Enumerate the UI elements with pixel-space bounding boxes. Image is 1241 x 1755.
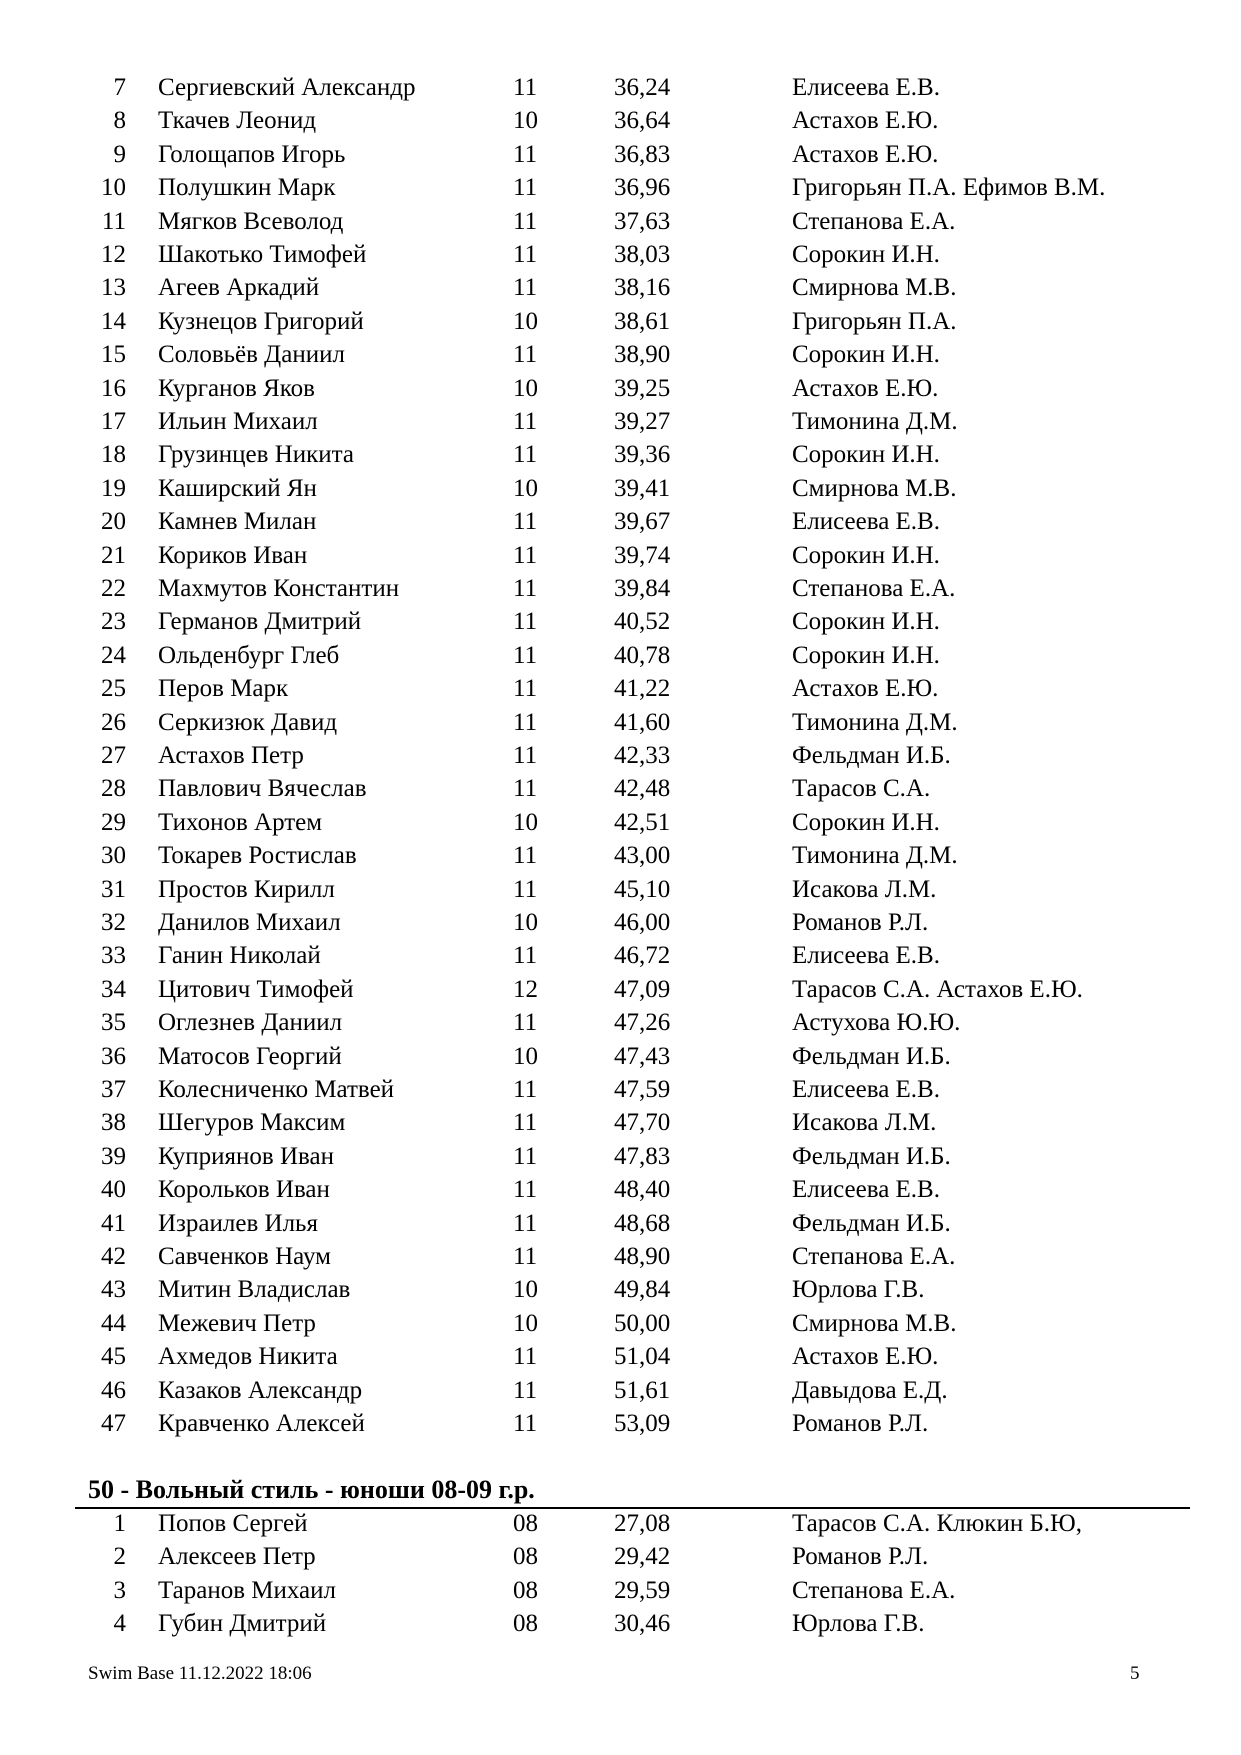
birth-year: 11 bbox=[513, 508, 538, 536]
result-time: 48,90 bbox=[614, 1243, 671, 1270]
birth-year: 11 bbox=[513, 140, 538, 168]
swimmer-name: Губин Дмитрий bbox=[158, 1610, 327, 1638]
coach-name: Григорьян П.А. Ефимов В.М. bbox=[792, 174, 1106, 202]
coach-name: Тимонина Д.М. bbox=[792, 842, 958, 870]
birth-year: 10 bbox=[513, 1042, 538, 1070]
result-row bbox=[0, 706, 1241, 740]
coach-name: Сорокин И.Н. bbox=[792, 541, 940, 569]
result-time: 39,84 bbox=[614, 575, 671, 602]
birth-year: 10 bbox=[513, 808, 538, 836]
result-row bbox=[0, 939, 1241, 973]
result-time: 41,22 bbox=[614, 675, 671, 703]
swimmer-name: Камнев Милан bbox=[158, 508, 317, 536]
swimmer-name: Савченков Наум bbox=[158, 1243, 331, 1270]
result-place: 45 bbox=[101, 1343, 126, 1371]
swimmer-name: Ильин Михаил bbox=[158, 408, 318, 435]
result-row bbox=[0, 238, 1241, 272]
coach-name: Исакова Л.М. bbox=[792, 875, 937, 903]
swimmer-name: Ткачев Леонид bbox=[158, 107, 317, 135]
birth-year: 11 bbox=[513, 708, 538, 736]
swimmer-name: Мягков Всеволод bbox=[158, 207, 344, 235]
result-place: 13 bbox=[101, 274, 126, 302]
birth-year: 11 bbox=[513, 74, 538, 101]
swimmer-name: Павлович Вячеслав bbox=[158, 775, 367, 803]
coach-name: Смирнова М.В. bbox=[792, 474, 957, 502]
coach-name: Астахов Е.Ю. bbox=[792, 140, 939, 168]
birth-year: 11 bbox=[513, 241, 538, 268]
result-place: 21 bbox=[101, 541, 126, 569]
birth-year: 10 bbox=[513, 374, 538, 402]
birth-year: 11 bbox=[513, 274, 538, 302]
coach-name: Астахов Е.Ю. bbox=[792, 374, 939, 402]
result-row bbox=[0, 672, 1241, 706]
swimmer-name: Цитович Тимофей bbox=[158, 975, 354, 1003]
result-row bbox=[0, 1073, 1241, 1107]
result-time: 39,25 bbox=[614, 374, 671, 402]
birth-year: 11 bbox=[513, 1376, 538, 1404]
swimmer-name: Алексеев Петр bbox=[158, 1543, 316, 1571]
result-row bbox=[0, 539, 1241, 573]
swimmer-name: Казаков Александр bbox=[158, 1376, 363, 1404]
swimmer-name: Ольденбург Глеб bbox=[158, 641, 340, 669]
coach-name: Астахов Е.Ю. bbox=[792, 1343, 939, 1371]
result-place: 11 bbox=[101, 207, 126, 235]
result-place: 38 bbox=[101, 1109, 126, 1137]
result-place: 12 bbox=[101, 241, 126, 268]
result-row bbox=[0, 1273, 1241, 1307]
birth-year: 10 bbox=[513, 1309, 538, 1337]
birth-year: 11 bbox=[513, 1109, 538, 1137]
coach-name: Сорокин И.Н. bbox=[792, 808, 940, 836]
birth-year: 11 bbox=[513, 1410, 538, 1437]
result-time: 47,70 bbox=[614, 1109, 671, 1137]
swimmer-name: Израилев Илья bbox=[158, 1209, 318, 1237]
result-place: 2 bbox=[113, 1543, 126, 1571]
result-place: 7 bbox=[113, 74, 126, 101]
birth-year: 11 bbox=[513, 207, 538, 235]
coach-name: Романов Р.Л. bbox=[792, 909, 929, 936]
result-time: 50,00 bbox=[614, 1309, 671, 1337]
result-place: 23 bbox=[101, 608, 126, 636]
swimmer-name: Корольков Иван bbox=[158, 1176, 330, 1204]
result-time: 51,04 bbox=[614, 1343, 671, 1371]
result-row bbox=[0, 405, 1241, 439]
coach-name: Степанова Е.А. bbox=[792, 575, 956, 602]
birth-year: 11 bbox=[513, 1142, 538, 1170]
swimmer-name: Кузнецов Григорий bbox=[158, 307, 364, 335]
result-time: 37,63 bbox=[614, 207, 671, 235]
birth-year: 11 bbox=[513, 1209, 538, 1237]
result-time: 38,90 bbox=[614, 341, 671, 369]
coach-name: Елисеева Е.В. bbox=[792, 1176, 940, 1204]
result-place: 16 bbox=[101, 374, 126, 402]
result-time: 39,27 bbox=[614, 408, 671, 435]
result-row bbox=[0, 1040, 1241, 1074]
swimmer-name: Серкизюк Давид bbox=[158, 708, 338, 736]
result-place: 41 bbox=[101, 1209, 126, 1237]
birth-year: 11 bbox=[513, 775, 538, 803]
result-time: 53,09 bbox=[614, 1410, 671, 1437]
result-row bbox=[0, 1340, 1241, 1374]
result-place: 31 bbox=[101, 875, 126, 903]
result-time: 42,48 bbox=[614, 775, 671, 803]
coach-name: Фельдман И.Б. bbox=[792, 742, 951, 769]
section-title: 50 - Вольный стиль - юноши 08-09 г.р. bbox=[88, 1475, 535, 1504]
birth-year: 11 bbox=[513, 341, 538, 369]
birth-year: 08 bbox=[513, 1610, 538, 1638]
birth-year: 11 bbox=[513, 1243, 538, 1270]
coach-name: Тимонина Д.М. bbox=[792, 708, 958, 736]
result-row bbox=[0, 1540, 1241, 1574]
result-place: 43 bbox=[101, 1276, 126, 1304]
swimmer-name: Кравченко Алексей bbox=[158, 1410, 365, 1437]
result-place: 35 bbox=[101, 1009, 126, 1037]
birth-year: 10 bbox=[513, 307, 538, 335]
swimmer-name: Данилов Михаил bbox=[158, 909, 341, 936]
birth-year: 10 bbox=[513, 107, 538, 135]
coach-name: Тимонина Д.М. bbox=[792, 408, 958, 435]
result-row bbox=[0, 772, 1241, 806]
result-place: 33 bbox=[101, 942, 126, 970]
result-place: 37 bbox=[101, 1076, 126, 1103]
result-time: 40,78 bbox=[614, 641, 671, 669]
result-row bbox=[0, 572, 1241, 606]
coach-name: Фельдман И.Б. bbox=[792, 1209, 951, 1237]
result-time: 36,96 bbox=[614, 174, 671, 202]
swimmer-name: Соловьёв Даниил bbox=[158, 341, 345, 369]
swimmer-name: Германов Дмитрий bbox=[158, 608, 362, 636]
result-place: 14 bbox=[101, 307, 126, 335]
result-place: 9 bbox=[113, 140, 126, 168]
swimmer-name: Матосов Георгий bbox=[158, 1042, 342, 1070]
swimmer-name: Оглезнев Даниил bbox=[158, 1009, 343, 1037]
result-row bbox=[0, 1607, 1241, 1641]
result-time: 30,46 bbox=[614, 1610, 671, 1638]
result-row bbox=[0, 71, 1241, 105]
result-time: 47,83 bbox=[614, 1142, 671, 1170]
coach-name: Романов Р.Л. bbox=[792, 1543, 929, 1571]
birth-year: 11 bbox=[513, 174, 538, 202]
birth-year: 11 bbox=[513, 1009, 538, 1037]
coach-name: Тарасов С.А. Клюкин Б.Ю, bbox=[792, 1510, 1083, 1537]
result-place: 3 bbox=[113, 1576, 126, 1604]
swimmer-name: Митин Владислав bbox=[158, 1276, 351, 1304]
result-time: 42,51 bbox=[614, 808, 671, 836]
result-row bbox=[0, 1407, 1241, 1441]
birth-year: 11 bbox=[513, 441, 538, 469]
result-row bbox=[0, 338, 1241, 372]
result-place: 32 bbox=[101, 909, 126, 936]
coach-name: Тарасов С.А. bbox=[792, 775, 931, 803]
swimmer-name: Колесниченко Матвей bbox=[158, 1076, 395, 1103]
result-time: 43,00 bbox=[614, 842, 671, 870]
coach-name: Степанова Е.А. bbox=[792, 207, 956, 235]
result-time: 46,00 bbox=[614, 909, 671, 936]
swimmer-name: Таранов Михаил bbox=[158, 1576, 337, 1604]
birth-year: 11 bbox=[513, 875, 538, 903]
birth-year: 11 bbox=[513, 1176, 538, 1204]
result-row bbox=[0, 1207, 1241, 1241]
birth-year: 10 bbox=[513, 909, 538, 936]
result-time: 47,43 bbox=[614, 1042, 671, 1070]
result-place: 15 bbox=[101, 341, 126, 369]
result-time: 42,33 bbox=[614, 742, 671, 769]
result-place: 47 bbox=[101, 1410, 126, 1437]
coach-name: Сорокин И.Н. bbox=[792, 341, 940, 369]
result-place: 24 bbox=[101, 641, 126, 669]
result-place: 26 bbox=[101, 708, 126, 736]
swimmer-name: Куприянов Иван bbox=[158, 1142, 334, 1170]
birth-year: 11 bbox=[513, 641, 538, 669]
result-time: 29,59 bbox=[614, 1576, 671, 1604]
swimmer-name: Кориков Иван bbox=[158, 541, 308, 569]
result-row bbox=[0, 171, 1241, 205]
coach-name: Астахов Е.Ю. bbox=[792, 107, 939, 135]
swimmer-name: Курганов Яков bbox=[158, 374, 315, 402]
swimmer-name: Перов Марк bbox=[158, 675, 289, 703]
coach-name: Елисеева Е.В. bbox=[792, 942, 940, 970]
birth-year: 12 bbox=[513, 975, 538, 1003]
result-place: 20 bbox=[101, 508, 126, 536]
result-time: 41,60 bbox=[614, 708, 671, 736]
result-time: 39,74 bbox=[614, 541, 671, 569]
result-time: 39,67 bbox=[614, 508, 671, 536]
result-time: 39,41 bbox=[614, 474, 671, 502]
coach-name: Сорокин И.Н. bbox=[792, 441, 940, 469]
birth-year: 08 bbox=[513, 1543, 538, 1571]
coach-name: Сорокин И.Н. bbox=[792, 641, 940, 669]
coach-name: Сорокин И.Н. bbox=[792, 241, 940, 268]
birth-year: 11 bbox=[513, 408, 538, 435]
coach-name: Сорокин И.Н. bbox=[792, 608, 940, 636]
swimmer-name: Голощапов Игорь bbox=[158, 140, 346, 168]
result-time: 40,52 bbox=[614, 608, 671, 636]
result-row bbox=[0, 305, 1241, 339]
result-row bbox=[0, 1307, 1241, 1341]
result-place: 42 bbox=[101, 1243, 126, 1270]
birth-year: 10 bbox=[513, 474, 538, 502]
swimmer-name: Токарев Ростислав bbox=[158, 842, 357, 870]
result-row bbox=[0, 1507, 1241, 1541]
swimmer-name: Шегуров Максим bbox=[158, 1109, 346, 1137]
coach-name: Астухова Ю.Ю. bbox=[792, 1009, 961, 1037]
birth-year: 10 bbox=[513, 1276, 538, 1304]
swimmer-name: Каширский Ян bbox=[158, 474, 317, 502]
swimmer-name: Махмутов Константин bbox=[158, 575, 400, 602]
coach-name: Юрлова Г.В. bbox=[792, 1276, 925, 1304]
result-time: 45,10 bbox=[614, 875, 671, 903]
result-row bbox=[0, 438, 1241, 472]
result-row bbox=[0, 372, 1241, 406]
result-row bbox=[0, 605, 1241, 639]
result-place: 4 bbox=[113, 1610, 126, 1638]
coach-name: Романов Р.Л. bbox=[792, 1410, 929, 1437]
result-place: 28 bbox=[101, 775, 126, 803]
result-place: 18 bbox=[101, 441, 126, 469]
result-time: 36,83 bbox=[614, 140, 671, 168]
result-row bbox=[0, 271, 1241, 305]
result-place: 10 bbox=[101, 174, 126, 202]
result-time: 46,72 bbox=[614, 942, 671, 970]
result-place: 19 bbox=[101, 474, 126, 502]
coach-name: Степанова Е.А. bbox=[792, 1576, 956, 1604]
coach-name: Фельдман И.Б. bbox=[792, 1042, 951, 1070]
result-place: 8 bbox=[113, 107, 126, 135]
result-row bbox=[0, 806, 1241, 840]
result-place: 1 bbox=[113, 1510, 126, 1537]
result-time: 47,26 bbox=[614, 1009, 671, 1037]
result-row bbox=[0, 906, 1241, 940]
result-row bbox=[0, 1240, 1241, 1274]
coach-name: Давыдова Е.Д. bbox=[792, 1376, 948, 1404]
coach-name: Степанова Е.А. bbox=[792, 1243, 956, 1270]
birth-year: 11 bbox=[513, 541, 538, 569]
birth-year: 11 bbox=[513, 608, 538, 636]
swimmer-name: Астахов Петр bbox=[158, 742, 304, 769]
result-place: 40 bbox=[101, 1176, 126, 1204]
footer-timestamp: Swim Base 11.12.2022 18:06 bbox=[88, 1663, 312, 1684]
result-row bbox=[0, 839, 1241, 873]
result-place: 22 bbox=[101, 575, 126, 602]
result-row bbox=[0, 472, 1241, 506]
result-time: 38,03 bbox=[614, 241, 671, 268]
coach-name: Елисеева Е.В. bbox=[792, 1076, 940, 1103]
swimmer-name: Межевич Петр bbox=[158, 1309, 316, 1337]
result-place: 30 bbox=[101, 842, 126, 870]
swimmer-name: Ганин Николай bbox=[158, 942, 321, 970]
result-place: 36 bbox=[101, 1042, 126, 1070]
result-row bbox=[0, 639, 1241, 673]
birth-year: 11 bbox=[513, 575, 538, 602]
swimmer-name: Ахмедов Никита bbox=[158, 1343, 338, 1371]
swimmer-name: Попов Сергей bbox=[158, 1510, 308, 1537]
result-row bbox=[0, 1006, 1241, 1040]
result-row bbox=[0, 1106, 1241, 1140]
result-row bbox=[0, 973, 1241, 1007]
result-place: 46 bbox=[101, 1376, 126, 1404]
coach-name: Фельдман И.Б. bbox=[792, 1142, 951, 1170]
birth-year: 11 bbox=[513, 1343, 538, 1371]
birth-year: 11 bbox=[513, 742, 538, 769]
result-place: 44 bbox=[101, 1309, 126, 1337]
birth-year: 08 bbox=[513, 1576, 538, 1604]
result-row bbox=[0, 138, 1241, 172]
coach-name: Смирнова М.В. bbox=[792, 274, 957, 302]
result-row bbox=[0, 205, 1241, 239]
birth-year: 11 bbox=[513, 1076, 538, 1103]
result-row bbox=[0, 1374, 1241, 1408]
swimmer-name: Полушкин Марк bbox=[158, 174, 336, 202]
coach-name: Астахов Е.Ю. bbox=[792, 675, 939, 703]
result-time: 38,61 bbox=[614, 307, 671, 335]
result-row bbox=[0, 739, 1241, 773]
swimmer-name: Агеев Аркадий bbox=[158, 274, 320, 302]
coach-name: Елисеева Е.В. bbox=[792, 74, 940, 101]
result-time: 47,09 bbox=[614, 975, 671, 1003]
result-place: 25 bbox=[101, 675, 126, 703]
result-place: 17 bbox=[101, 408, 126, 435]
birth-year: 11 bbox=[513, 942, 538, 970]
swimmer-name: Сергиевский Александр bbox=[158, 74, 416, 101]
result-time: 47,59 bbox=[614, 1076, 671, 1103]
coach-name: Смирнова М.В. bbox=[792, 1309, 957, 1337]
result-time: 39,36 bbox=[614, 441, 671, 469]
coach-name: Исакова Л.М. bbox=[792, 1109, 937, 1137]
result-row bbox=[0, 505, 1241, 539]
result-row bbox=[0, 1173, 1241, 1207]
result-time: 38,16 bbox=[614, 274, 671, 302]
coach-name: Юрлова Г.В. bbox=[792, 1610, 925, 1638]
result-place: 29 bbox=[101, 808, 126, 836]
result-row bbox=[0, 104, 1241, 138]
result-place: 39 bbox=[101, 1142, 126, 1170]
result-row bbox=[0, 873, 1241, 907]
result-time: 48,68 bbox=[614, 1209, 671, 1237]
result-time: 48,40 bbox=[614, 1176, 671, 1204]
result-place: 27 bbox=[101, 742, 126, 769]
result-time: 27,08 bbox=[614, 1510, 671, 1537]
result-row bbox=[0, 1140, 1241, 1174]
swimmer-name: Шакотько Тимофей bbox=[158, 241, 367, 268]
coach-name: Елисеева Е.В. bbox=[792, 508, 940, 536]
page-number: 5 bbox=[1130, 1663, 1140, 1684]
coach-name: Григорьян П.А. bbox=[792, 307, 957, 335]
swimmer-name: Грузинцев Никита bbox=[158, 441, 354, 469]
result-time: 51,61 bbox=[614, 1376, 671, 1404]
result-row bbox=[0, 1574, 1241, 1608]
result-time: 36,64 bbox=[614, 107, 671, 135]
birth-year: 11 bbox=[513, 842, 538, 870]
result-time: 49,84 bbox=[614, 1276, 671, 1304]
coach-name: Тарасов С.А. Астахов Е.Ю. bbox=[792, 975, 1083, 1003]
result-time: 36,24 bbox=[614, 74, 671, 101]
birth-year: 11 bbox=[513, 675, 538, 703]
birth-year: 08 bbox=[513, 1510, 538, 1537]
result-place: 34 bbox=[101, 975, 126, 1003]
swimmer-name: Тихонов Артем bbox=[158, 808, 323, 836]
swimmer-name: Простов Кирилл bbox=[158, 875, 335, 903]
result-time: 29,42 bbox=[614, 1543, 671, 1571]
